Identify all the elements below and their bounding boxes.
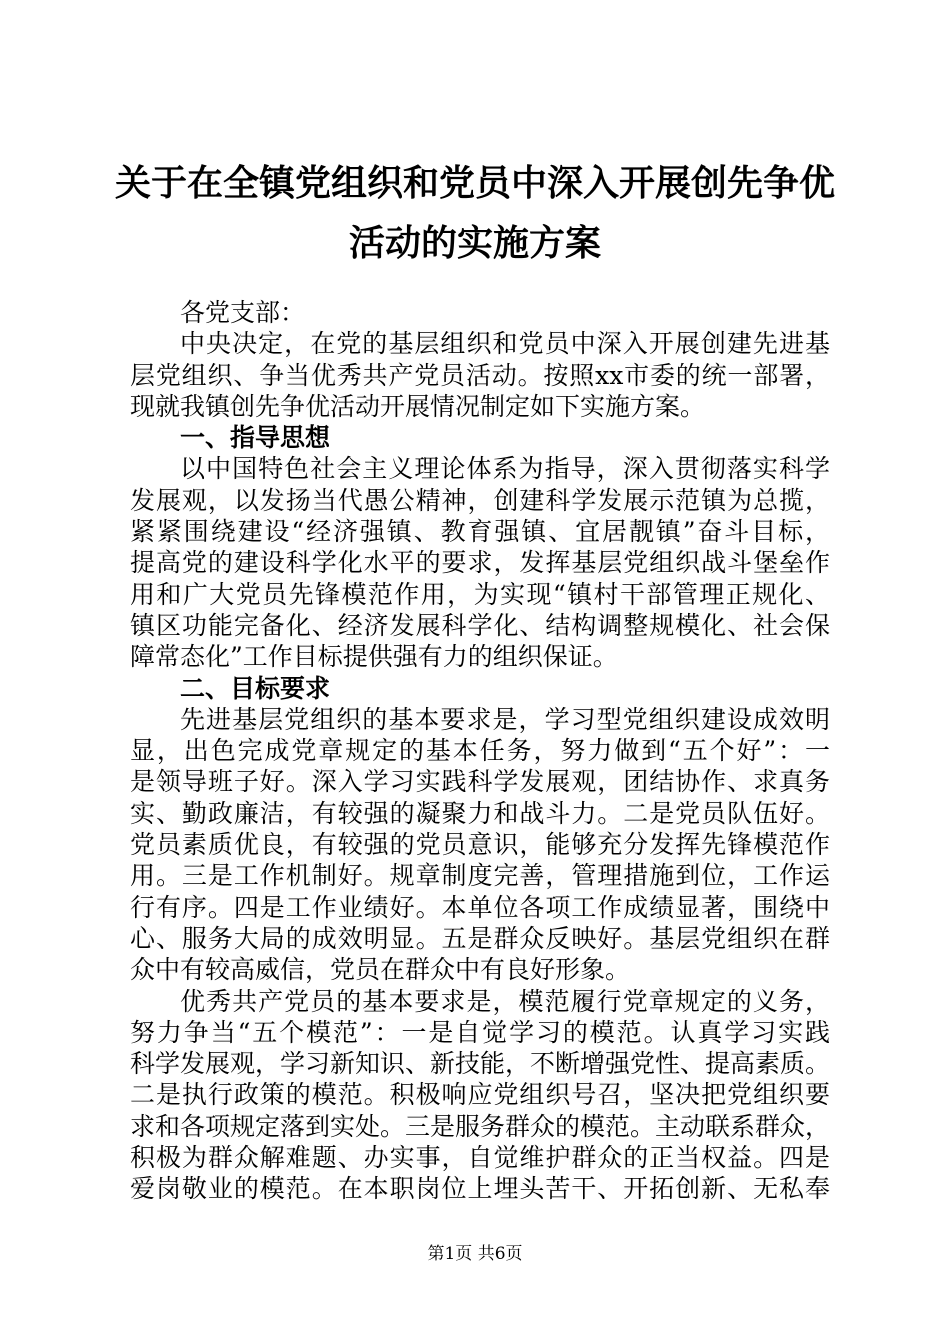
- body-text-line: 是领导班子好。深入学习实践科学发展观，团结协作、求真务: [130, 767, 830, 797]
- body-text-line: 实、勤政廉洁，有较强的凝聚力和战斗力。二是党员队伍好。: [130, 798, 830, 828]
- page-footer: 第1页 共6页: [427, 1244, 523, 1264]
- body-text-line: 科学发展观，学习新知识、新技能，不断增强党性、提高素质。: [130, 1049, 830, 1079]
- body-text-line: 先进基层党组织的基本要求是，学习型党组织建设成效明: [180, 704, 830, 734]
- body-text-line: 现就我镇创先争优活动开展情况制定如下实施方案。: [130, 391, 706, 421]
- body-text-line: 发展观，以发扬当代愚公精神，创建科学发展示范镇为总揽，: [130, 485, 830, 515]
- body-text-line: 众中有较高威信，党员在群众中有良好形象。: [130, 955, 631, 985]
- body-text-line: 障常态化”工作目标提供强有力的组织保证。: [130, 642, 618, 672]
- body-text-line: 紧紧围绕建设“经济强镇、教育强镇、宜居靓镇”奋斗目标，: [130, 517, 830, 547]
- body-text-line: 各党支部：: [180, 298, 306, 327]
- body-text-line: 层党组织、争当优秀共产党员活动。按照xx市委的统一部署，: [130, 360, 830, 390]
- body-text-line: 用。三是工作机制好。规章制度完善，管理措施到位，工作运: [130, 861, 830, 891]
- body-text-line: 用和广大党员先锋模范作用，为实现“镇村干部管理正规化、: [130, 579, 830, 609]
- body-text-line: 心、服务大局的成效明显。五是群众反映好。基层党组织在群: [130, 923, 830, 953]
- document-body: [130, 297, 830, 1205]
- body-text-line: 党员素质优良，有较强的党员意识，能够充分发挥先锋模范作: [130, 830, 830, 860]
- body-text-line: 行有序。四是工作业绩好。本单位各项工作成绩显著，围绕中: [130, 892, 830, 922]
- body-text-line: 显，出色完成党章规定的基本任务，努力做到“五个好”：一: [130, 736, 830, 766]
- body-text-line: 二是执行政策的模范。积极响应党组织号召，坚决把党组织要: [130, 1080, 830, 1110]
- section-heading: 二、目标要求: [180, 673, 331, 703]
- body-text-line: 积极为群众解难题、办实事，自觉维护群众的正当权益。四是: [130, 1143, 830, 1173]
- body-text-line: 优秀共产党员的基本要求是，模范履行党章规定的义务，: [180, 986, 830, 1016]
- body-text-line: 求和各项规定落到实处。三是服务群众的模范。主动联系群众，: [130, 1111, 830, 1141]
- section-heading: 一、指导思想: [180, 423, 331, 453]
- body-text-line: 以中国特色社会主义理论体系为指导，深入贯彻落实科学: [180, 454, 830, 484]
- body-text-line: 镇区功能完备化、经济发展科学化、结构调整规模化、社会保: [130, 610, 830, 640]
- document-title-line-2: 活动的实施方案: [348, 223, 601, 264]
- body-text-line: 提高党的建设科学化水平的要求，发挥基层党组织战斗堡垒作: [130, 548, 830, 578]
- body-text-line: 爱岗敬业的模范。在本职岗位上埋头苦干、开拓创新、无私奉: [130, 1174, 830, 1204]
- body-text-line: 努力争当“五个模范”：一是自觉学习的模范。认真学习实践: [130, 1017, 830, 1047]
- body-text-line: 中央决定，在党的基层组织和党员中深入开展创建先进基: [180, 329, 830, 359]
- document-title-line-1: 关于在全镇党组织和党员中深入开展创先争优: [114, 163, 835, 204]
